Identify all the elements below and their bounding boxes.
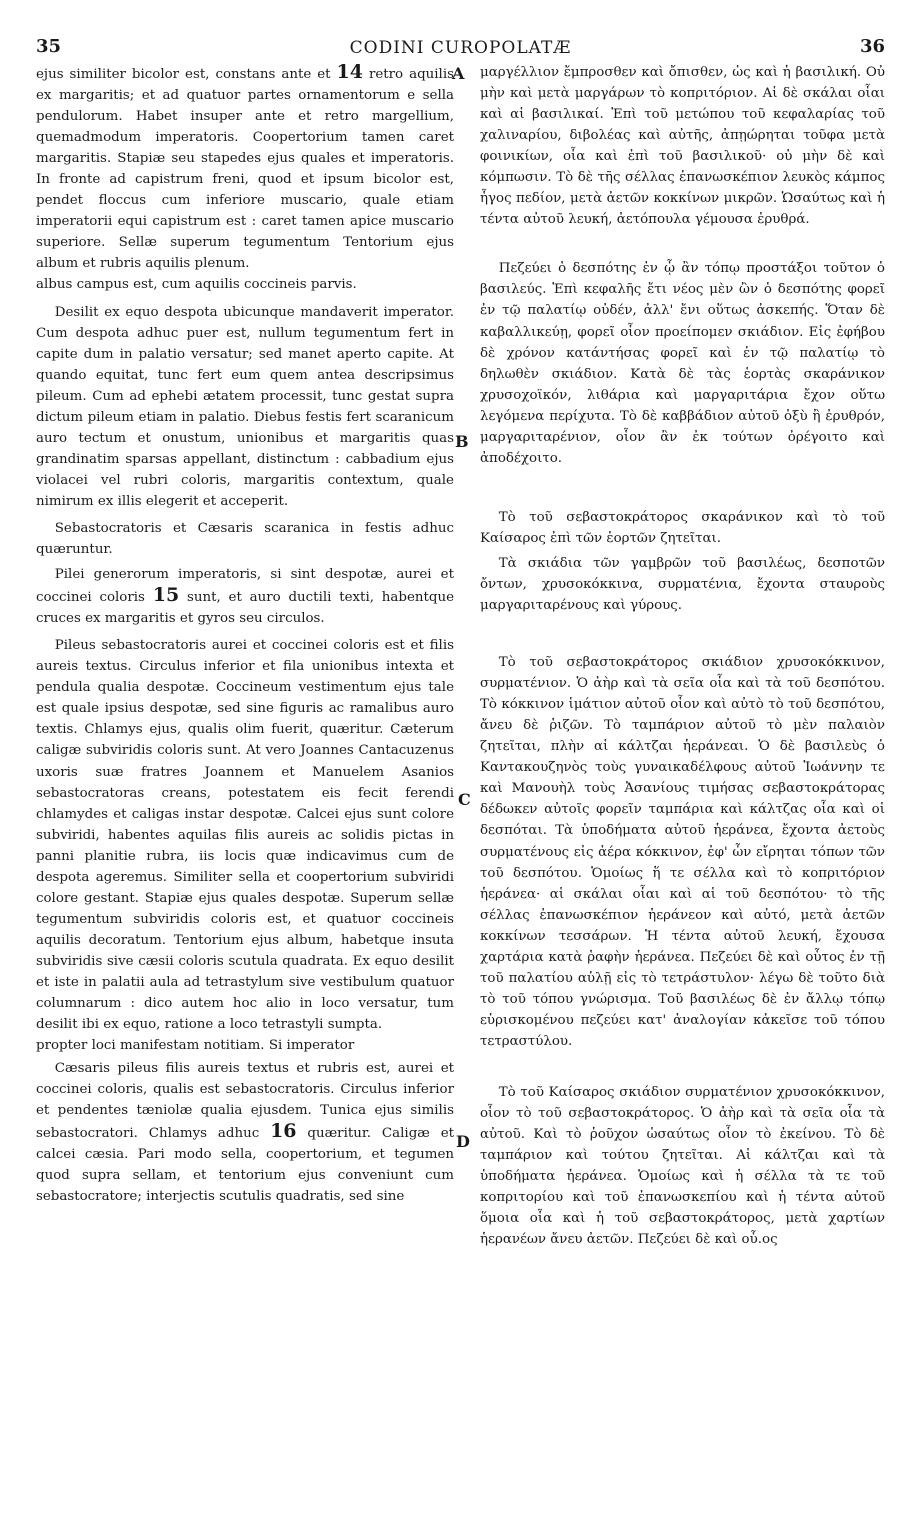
latin-paragraph: Sebastocratoris et Cæsaris scaranica in festis adhuc quæruntur. xyxy=(36,520,454,558)
inline-page-number: 16 xyxy=(270,1120,297,1143)
inline-page-number: 14 xyxy=(336,61,363,83)
margin-letter-a: A xyxy=(452,64,465,83)
latin-paragraph: ejus similiter bicolor est, constans ante et 14 retro aquilis ex margaritis; et ad quatuor partes ornamentorum e sella pendulorum. Habet insuper ante et retro margellium, quemadmodum imperatoris. Coopertorium tamen caret margaritis. Stapiæ seu stapedes ejus quales et imperatoris. In fronte ad capistrum freni, quod et ipsum bicolor est, pendet floccus cum inferiore muscario, quale etiam imperatorii equi capistrum est : caret tamen apice muscario superiore. Sellæ superum tegumentum Tentorium ejus album et rubris aquilis plenum. xyxy=(36,61,454,272)
greek-paragraph: Τὸ τοῦ σεβαστοκράτορος σκαράνικον καὶ τὸ τοῦ Καίσαρος ἐπὶ τῶν ἑορτῶν ζητεῖται. xyxy=(480,509,885,546)
greek-column xyxy=(480,62,885,1250)
greek-paragraph: μαργέλλιον ἔμπροσθεν καὶ ὄπισθεν, ὡς καὶ ἡ βασιλική. Οὐ μὴν καὶ μετὰ μαργάρων τὸ κοπριτόριον. Αἱ δὲ σκάλαι οἷαι καὶ αἱ βασιλικαί. Ἐπὶ τοῦ μετώπου τοῦ κεφαλαρίας τοῦ χαλιναρίου, διβολέας καὶ αὐτῆς, ἀπῃώρηται τοῦφα μετὰ φοινικίων, οἷα καὶ ἐπὶ τοῦ βασιλικοῦ· οὐ μὴν δὲ καὶ κόμπωσιν. Τὸ δὲ τῆς σέλλας ἐπανωσκέπιον λευκὸς κάμπος ἧγος πεδίον, μετὰ ἀετῶν κοκκίνων μικρῶν. Ὡσαύτως καὶ ἡ τέντα αὐτοῦ λευκή, ἀετόπουλα γέμουσα ἐρυθρά. xyxy=(480,65,885,228)
latin-paragraph: Desilit ex equo despota ubicunque mandaverit imperator. Cum despota adhuc puer est, nullum tegumentum fert in capite dum in palatio versatur; sed manet aperto capite. At quando equitat, tunc fert eum quem antea descripsimus pileum. Cum ad ephebi ætatem processit, tunc gestat supra dictum pileum etiam in palatio. Diebus festis fert scaranicum auro tectum et onustum, unionibus et margaritis quas grandinatim sparsas appellant, distinctum : cabbadium ejus violacei vel rubri coloris, margaritis contextum, quale nimirum ex illis elegerit et acceperit. xyxy=(36,304,454,509)
margin-letter-d: D xyxy=(456,1132,470,1151)
latin-tail: albus campus est, cum aquilis coccineis parvis. xyxy=(36,277,357,293)
greek-paragraph: Τὸ τοῦ Καίσαρος σκιάδιον συρματένιον χρυσοκόκκινον, οἷον τὸ τοῦ σεβαστοκράτορος. Ὁ ἀὴρ καὶ τὰ σεῖα οἷα τὰ αὐτοῦ. Καὶ τὸ ῥοῦχον ὡσαύτως οἷον τὸ ἐκείνου. Τὸ δὲ ταμπάριον καὶ τούτου ζητεῖται. Αἱ κάλτζαι καὶ τὰ ὑποδήματα ἡεράνεα. Ὁμοίως καὶ ἡ σέλλα τὰ τε τοῦ κοπριτορίου καὶ τοῦ ἐπανωσκεπίου καὶ ἡ τέντα αὐτοῦ ὅμοια οἷα καὶ ἡ τοῦ σεβαστοκράτορος, μετὰ χαρτίων ἡερανέων ἄνευ ἀετῶν. Πεζεύει δὲ καὶ οὗ.ος xyxy=(480,1084,885,1248)
margin-letter-c: C xyxy=(458,790,471,809)
margin-letter-b: B xyxy=(455,432,469,451)
latin-paragraph: Cæsaris pileus filis aureis textus et rubris est, aurei et coccinei coloris, qualis est sebastocratoris. Circulus inferior et pendentes tæniolæ qualia ejusdem. Tunica ejus similis sebastocratori. Chlamys adhuc 16 quæritur. Caligæ et calcei cæsia. Pari modo sella, coopertorium, et tegumen quod supra sellam, et tentorium ejus conveniunt cum sebastocratore; interjectis scutulis quadratis, sed sine xyxy=(36,1061,455,1205)
latin-paragraph: Pilei generorum imperatoris, si sint despotæ, aurei et coccinei coloris 15 sunt, et auro ductili texti, habentque cruces ex margaritis et gyros seu circulos. xyxy=(36,567,455,627)
greek-paragraph: Τὰ σκιάδια τῶν γαμβρῶν τοῦ βασιλέως, δεσποτῶν ὄντων, χρυσοκόκκινα, συρματένια, ἔχοντα σταυροὺς μαργαριταρένους καὶ γύρους. xyxy=(480,555,885,614)
greek-paragraph: Τὸ τοῦ σεβαστοκράτορος σκιάδιον χρυσοκόκκινον, συρματένιον. Ὁ ἀὴρ καὶ τὰ σεῖα οἷα καὶ τὰ τοῦ δεσπότου. Τὸ κόκκινον ἱμάτιον αὐτοῦ οἷον καὶ αὐτὸ τὸ τοῦ δεσπότου, ἄνευ δὲ ῥιζῶν. Τὸ ταμπάριον αὐτοῦ τὸ μὲν παλαιὸν ζητεῖται, πλὴν αἱ κάλτζαι ἡεράνεαι. Ὁ δὲ βασιλεὺς ὁ Καντακουζηνὸς τοὺς γυναικαδέλφους αὐτοῦ Ἰωάννην τε καὶ Μανουὴλ τοὺς Ἀσανίους τιμήσας σεβαστοκράτορας δέδωκεν αὐτοῖς φορεῖν ταμπάρια καὶ κάλτζας οἷα καὶ οἱ δεσπόται. Τὰ ὑποδήματα αὐτοῦ ἡεράνεα, ἔχοντα ἀετοὺς συρματένους εἰς ἀέρα κόκκινον, ἐφ' ὧν εἴρηται τόπων τῶν τοῦ δεσπότου. Ὁμοίως ἥ τε σέλλα καὶ τὸ κοπριτόριον ἡεράνεα· αἱ σκάλαι οἷαι καὶ αἱ τοῦ δεσπότου· τὸ τῆς σέλλας ἐπανωσκέπιον ἡεράνεον καὶ αὐτό, μετὰ ἀετῶν κοκκίνων τεσσάρων. Ἡ τέντα αὐτοῦ λευκή, ἔχουσα χαρτάρια κατὰ ῥαφὴν ἡεράνεα. Πεζεύει δὲ καὶ οὗτος ἐν τῇ τοῦ παλατίου αὐλῇ εἰς τὸ τετράστυλον· λέγω δὲ τοῦτο διὰ τὸ τοῦ τόπου γνώρισμα. Τοῦ βασιλέως δὲ ἐν ἄλλῳ τόπῳ εὑρισκομένου πεζεύει κατ' ἀναλογίαν κἀκεῖσε τοῦ τόπου τετραστύλου. xyxy=(480,655,885,1049)
page-number-left: 35 xyxy=(36,36,62,57)
latin-column xyxy=(36,62,454,1207)
page-number-right: 36 xyxy=(859,36,885,57)
latin-tail: propter loci manifestam notitiam. Si imperator xyxy=(36,1038,355,1054)
running-header xyxy=(36,36,885,58)
latin-paragraph: Pileus sebastocratoris aurei et coccinei coloris est et filis aureis textus. Circulus inferior et fila unionibus intexta et pendula qualia despotæ. Coccineum vestimentum ejus tale est quale ipsius despotæ, sed sine figuris ac ramalibus auro textis. Chlamys ejus, qualis olim fuerit, quæritur. Cæterum caligæ subviridis coloris sunt. At vero Joannes Cantacuzenus uxoris suæ fratres Joannem et Manuelem Asanios sebastocratoras creans, potestatem eis fecit ferendi chlamydes et caligas instar despotæ. Calcei ejus sunt colore subviridi, habentes aquilas filis aureis ac solidis pictas in panni planitie rubra, iis locis quæ indicavimus cum de despota ageremus. Similiter sella et coopertorium subviridi colore gestant. Stapiæ ejus quales despotæ. Superum sellæ tegumentum subviridis coloris est, et quatuor coccineis aquilis decoratum. Tentorium ejus album, habetque insuta subviridis sive cæsii coloris scutula quadrata. Ex equo desilit et iste in palatii aula ad tetrastylum sive vestibulum quatuor columnarum : dico autem hoc alio in loco versatur, tum desilit ibi ex equo, ratione a loco tetrastyli sumpta. xyxy=(36,638,454,1033)
running-title: CODINI CUROPOLATÆ xyxy=(349,38,572,58)
greek-paragraph: Πεζεύει ὁ δεσπότης ἐν ᾧ ἂν τόπῳ προστάξοι τοῦτον ὁ βασιλεύς. Ἐπὶ κεφαλῆς ἔτι νέος μὲν ὢν ὁ δεσπότης φορεῖ ἐν τῷ παλατίῳ οὐδέν, ἀλλ' ἔνι οὕτως ἀσκεπής. Ὅταν δὲ καβαλλικεύῃ, φορεῖ οἷον προείπομεν σκιάδιον. Εἰς ἐφήβου δὲ χρόνον κατάντήσας φορεῖ καὶ ἐν τῷ παλατίῳ τὸ δηλωθὲν σκιάδιον. Κατὰ δὲ τὰς ἑορτὰς σκαράνικον χρυσοχοϊκόν, λιθάρια καὶ μαργαριτάρια ἔχον οὕτω λεγόμενα περίχυτα. Τὸ δὲ καββάδιον αὐτοῦ ὀξὺ ἢ ἐρυθρόν, μαργαριταρένιον, οἷον ἂν ἐκ τούτων ὀρέγοιτο καὶ ἀποδέχοιτο. xyxy=(480,261,885,466)
inline-page-number: 15 xyxy=(152,584,180,607)
